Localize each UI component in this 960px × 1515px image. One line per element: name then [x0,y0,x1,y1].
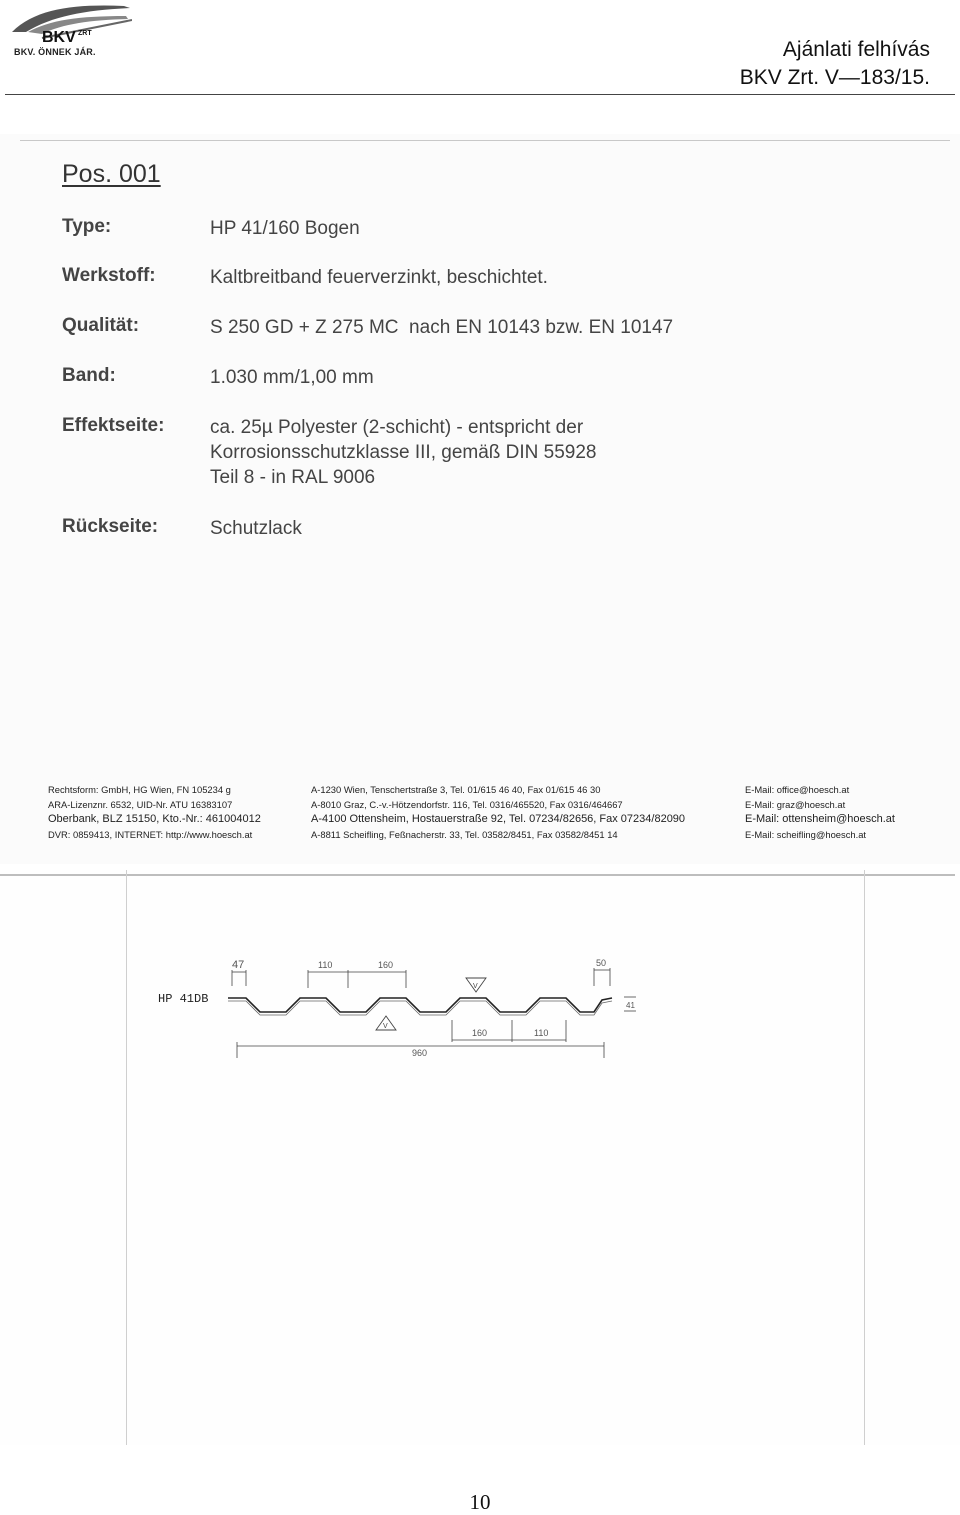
value-werkstoff: Kaltbreitband feuerverzinkt, beschichtet. [210,267,548,288]
logo-tagline: BKV. ÖNNEK JÁR. [14,47,96,57]
value-effektseite-line2: Korrosionsschutzklasse III, gemäß DIN 55928 [210,442,597,463]
dim-110-bottom-label: 110 [534,1028,549,1038]
value-rueckseite: Schutzlack [210,518,302,539]
label-qualitaet: Qualität: [62,315,140,336]
value-effektseite-line1: ca. 25µ Polyester (2-schicht) - entspricht der [210,417,584,438]
profile-name: HP 41DB [158,992,209,1006]
footer-legal-line: Rechtsform: GmbH, HG Wien, FN 105234 g [48,784,231,795]
profile-outline [228,998,612,1012]
marker-bottom-label: V [383,1023,388,1030]
footer-email-line: E-Mail: graz@hoesch.at [745,799,846,810]
position-title: Pos. 001 [62,160,161,188]
profile-outline-inner [228,1001,612,1015]
scan-edge [20,140,950,141]
spec-sheet-scan [0,134,960,864]
footer-email-line: E-Mail: ottensheim@hoesch.at [745,813,895,825]
footer-address-line: A-8811 Scheifling, Feßnacherstr. 33, Tel. 03582/8451, Fax 03582/8451 14 [311,829,618,840]
dim-160-bottom-label: 160 [472,1028,488,1038]
page-number: 10 [469,1490,491,1514]
value-type: HP 41/160 Bogen [210,218,360,239]
value-qualitaet: S 250 GD + Z 275 MC nach EN 10143 bzw. EN 10147 [210,317,674,338]
footer-email-line: E-Mail: scheifling@hoesch.at [745,829,867,840]
logo-superscript: ZRT [78,30,92,37]
bkv-logo [6,2,132,60]
dim-160-top-label: 160 [378,960,394,970]
footer-address-line: A-8010 Graz, C.-v.-Hötzendorfstr. 116, Tel. 0316/465520, Fax 0316/464667 [311,799,623,810]
label-type: Type: [62,216,112,237]
label-effektseite: Effektseite: [62,415,165,436]
label-rueckseite: Rückseite: [62,516,159,537]
document-title: Ajánlati felhívás [782,38,930,61]
label-werkstoff: Werkstoff: [62,265,156,286]
logo-text: BKV [42,29,76,46]
dim-height-label: 41 [626,1001,635,1010]
dim-960-label: 960 [412,1048,428,1058]
profile-drawing-scan [0,870,960,1445]
footer-legal-line: DVR: 0859413, INTERNET: http://www.hoesch.at [48,829,253,840]
footer-email-line: E-Mail: office@hoesch.at [745,784,850,795]
value-effektseite-line3: Teil 8 - in RAL 9006 [210,467,376,488]
document-reference: BKV Zrt. V—183/15. [739,66,930,89]
dim-50-label: 50 [596,958,607,968]
footer-legal-line: Oberbank, BLZ 15150, Kto.-Nr.: 461004012 [48,813,261,825]
footer-addresses [311,782,685,842]
profile-drawing [0,870,960,1445]
dim-110-top-label: 110 [318,960,333,970]
dim-47-label: 47 [232,959,245,971]
logo-swoosh-icon [6,2,132,46]
footer-address-line: A-4100 Ottensheim, Hostauerstraße 92, Tel. 07234/82656, Fax 07234/82090 [311,813,686,825]
header-divider [5,94,955,95]
marker-top-label: V [473,983,478,990]
footer-address-line: A-1230 Wien, Tenschertstraße 3, Tel. 01/615 46 40, Fax 01/615 46 30 [311,784,601,795]
footer-emails [745,782,895,842]
footer-legal [48,782,261,842]
label-band: Band: [62,365,116,386]
value-band: 1.030 mm/1,00 mm [210,367,374,388]
footer-legal-line: ARA-Lizenznr. 6532, UID-Nr. ATU 16383107 [48,799,233,810]
